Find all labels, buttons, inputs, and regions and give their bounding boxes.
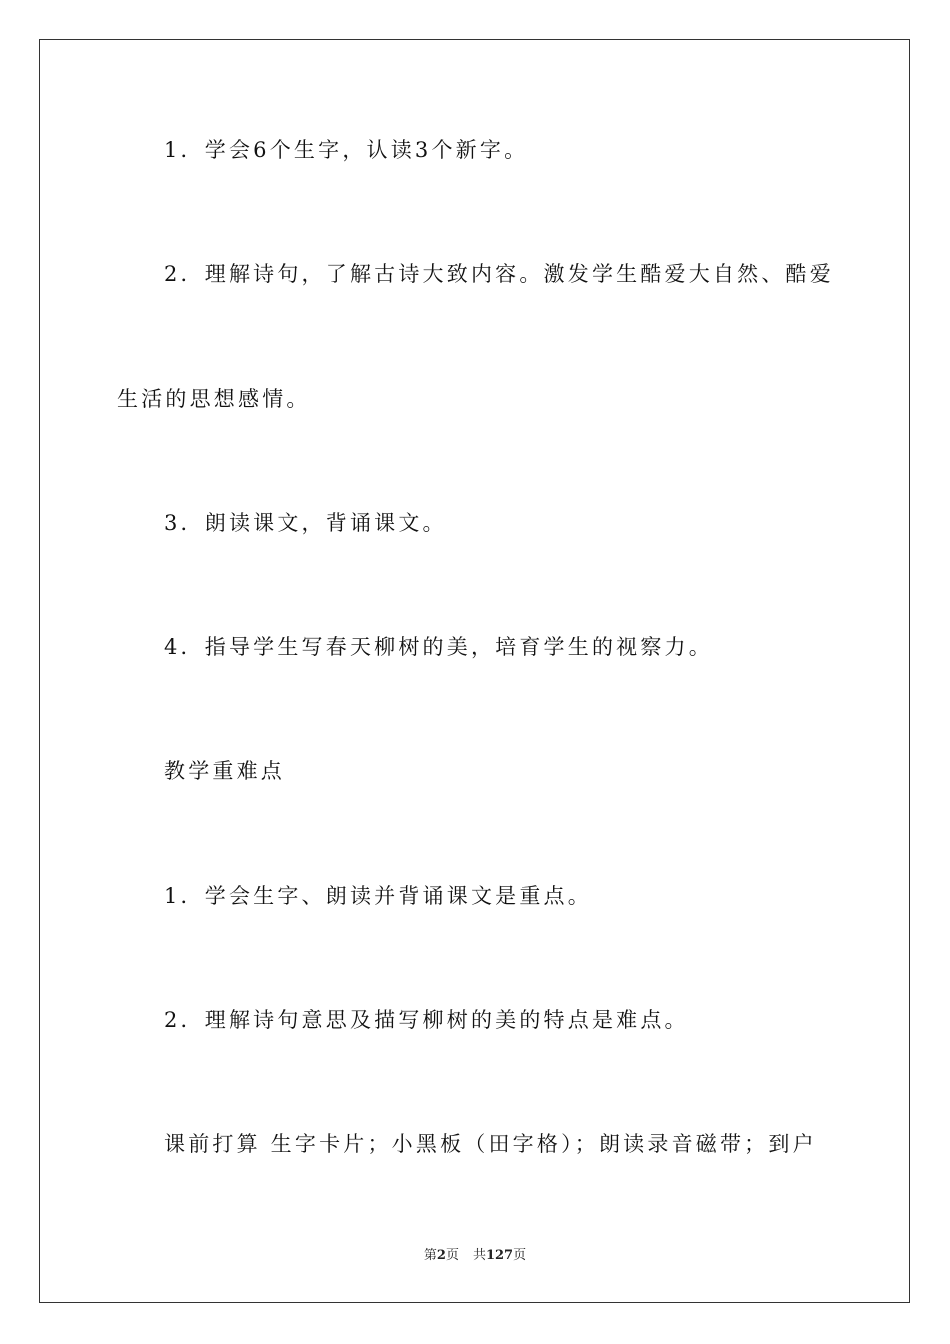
key-point-1: 1．学会生字、朗读并背诵课文是重点。 [164,884,592,908]
footer-total-prefix: 共 [472,1248,486,1263]
page-footer [0,1249,950,1262]
objective-2-continued: 生活的思想感情。 [117,387,311,411]
footer-total-pages: 127 [485,1248,514,1263]
preparation-line: 课前打算 生字卡片；小黑板（田字格）；朗读录音磁带；到户 [164,1132,817,1156]
objective-4: 4．指导学生写春天柳树的美，培育学生的视察力。 [164,635,713,659]
key-point-2: 2．理解诗句意思及描写柳树的美的特点是难点。 [164,1008,689,1032]
objective-2: 2．理解诗句，了解古诗大致内容。激发学生酷爱大自然、酷爱 [164,262,834,286]
footer-page-number: 2 [436,1248,446,1263]
footer-total-suffix: 页 [513,1248,527,1263]
objective-1: 1．学会6个生字，认读3个新字。 [164,138,529,162]
page-frame [39,39,910,1303]
objective-3: 3．朗读课文，背诵课文。 [164,511,447,535]
footer-page-suffix: 页 [445,1248,459,1263]
footer-page-prefix: 第 [423,1248,437,1263]
section-heading-key-points: 教学重难点 [164,759,285,783]
